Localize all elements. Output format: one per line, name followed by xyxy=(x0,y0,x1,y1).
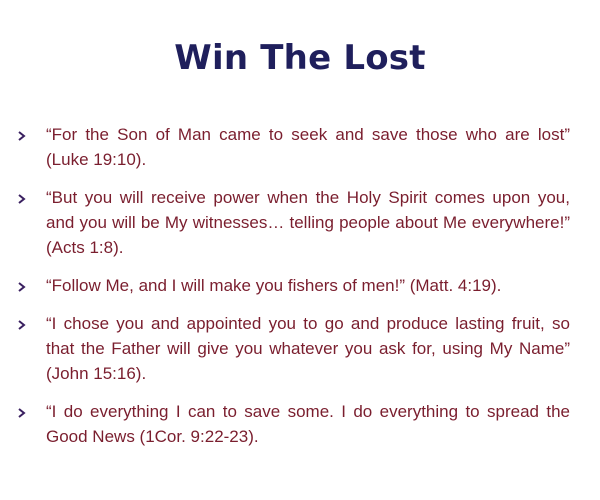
slide-title: Win The Lost xyxy=(174,38,426,78)
bullet-item xyxy=(18,122,570,172)
bullet-text: “I do everything I can to save some. I do everything to spread the Good News (1Cor. 9:22-23). xyxy=(46,402,570,446)
bullet-list xyxy=(18,122,570,462)
chevron-right-icon xyxy=(18,273,46,292)
bullet-text: “But you will receive power when the Holy Spirit comes upon you, and you will be My witnesses… telling people about Me everywhere!” (Acts 1:8). xyxy=(46,188,570,257)
bullet-item xyxy=(18,311,570,386)
bullet-text: “I chose you and appointed you to go and produce lasting fruit, so that the Father will give you whatever you ask for, using My Name” (John 15:16). xyxy=(46,314,570,383)
bullet-item xyxy=(18,399,570,449)
bullet-item xyxy=(18,185,570,260)
bullet-item xyxy=(18,273,570,298)
bullet-text: “Follow Me, and I will make you fishers of men!” (Matt. 4:19). xyxy=(46,276,502,295)
chevron-right-icon xyxy=(18,311,46,330)
chevron-right-icon xyxy=(18,185,46,204)
chevron-right-icon xyxy=(18,122,46,141)
bullet-text: “For the Son of Man came to seek and save those who are lost” (Luke 19:10). xyxy=(46,125,570,169)
chevron-right-icon xyxy=(18,399,46,418)
